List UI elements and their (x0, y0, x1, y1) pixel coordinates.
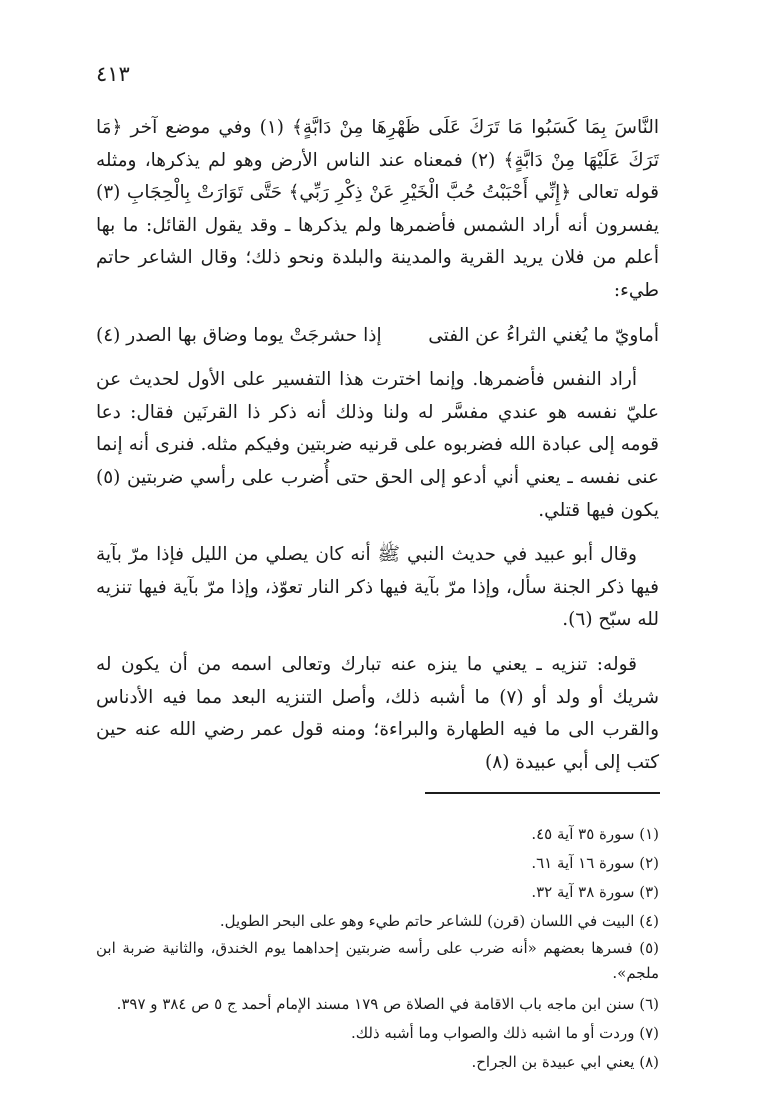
footnote-6: (٦) سنن ابن ماجه باب الاقامة في الصلاة ص ١٧٩ مسند الإمام أحمد ج ٥ ص ٣٨٤ و ٣٩٧. (116, 995, 659, 1013)
footnote-4: (٤) البيت في اللسان (قرن) للشاعر حاتم طيء وهو على البحر الطويل. (219, 912, 659, 930)
footnotes (96, 820, 659, 1077)
footnote-1: (١) سورة ٣٥ آية ٤٥. (531, 825, 659, 843)
footnote-5: (٥) فسرها بعضهم «أنه ضرب على رأسه ضربتين إحداهما يوم الخندق، والثانية ضربة ابن ملجم». (96, 939, 659, 982)
page-number: ٤١٣ (96, 62, 130, 86)
verse-first-hemistich: أماويّ ما يُغني الثراءُ عن الفتى (428, 324, 659, 346)
footnote-divider (425, 792, 660, 794)
verse-second-hemistich: إذا حشرجَتْ يوما وضاق بها الصدر (٤) (96, 324, 382, 346)
paragraph-2: أراد النفس فأضمرها. وإنما اخترت هذا التفسير على الأول لحديث عن عليّ نفسه هو عندي مفسَّر له ولنا وذلك أنه ذكر ذا القرنَين فقال: دعا قومه إلى عبادة الله فضربوه على قرنيه ضربتين وفيكم مثله. فنرى أنه إنما عنى نفسه ـ يعني أني أدعو إلى الحق حتى أُضرب على رأسي ضربتين (٥) يكون فيها قتلي. (96, 369, 659, 521)
poem-verse (96, 320, 659, 353)
paragraph-4: قوله: تنزيه ـ يعني ما ينزه عنه تبارك وتعالى اسمه من أن يكون له شريك أو ولد أو (٧) ما أشبه ذلك، وأصل التنزيه البعد مما فيه الأدناس والقرب الى ما فيه الطهارة والبراءة؛ ومنه قول عمر رضي الله عنه حين كتب إلى أبي عبيدة (٨) (96, 653, 660, 773)
paragraph-1: النَّاسَ بِمَا كَسَبُوا مَا تَرَكَ عَلَى ظَهْرِهَا مِنْ دَابَّةٍ﴾ (١) وفي موضع آخر ﴿مَا تَرَكَ عَلَيْهَا مِنْ دَابَّةٍ﴾ (٢) فمعناه عند الناس الأرض وهو لم يذكرها، ومثله قوله تعالى ﴿إِنِّي أَحْبَبْتُ حُبَّ الْخَيْرِ عَنْ ذِكْرِ رَبِّي﴾ حَتَّى تَوَارَتْ بِالْحِجَابِ (٣) يفسرون أنه أراد الشمس فأضمرها ولم يذكرها ـ وقد يقول القائل: ما بها أعلم من فلان يريد القرية والمدينة والبلدة ونحو ذلك؛ وقال الشاعر حاتم طيء: (96, 117, 659, 301)
footnote-7: (٧) وردت أو ما اشبه ذلك والصواب وما أشبه ذلك. (350, 1024, 659, 1042)
main-text (96, 112, 659, 779)
paragraph-3: وقال أبو عبيد في حديث النبي ﷺ أنه كان يصلي من الليل فإذا مرّ بآية فيها ذكر الجنة سأل، وإذا مرّ بآية فيها ذكر النار تعوّذ، وإذا مرّ بآية فيها تنزيه لله سبّح (٦). (96, 544, 659, 631)
footnote-8: (٨) يعني ابي عبيدة بن الجراح. (471, 1053, 659, 1071)
footnote-3: (٣) سورة ٣٨ آية ٣٢. (531, 883, 659, 901)
footnote-2: (٢) سورة ١٦ آية ٦١. (531, 854, 659, 872)
